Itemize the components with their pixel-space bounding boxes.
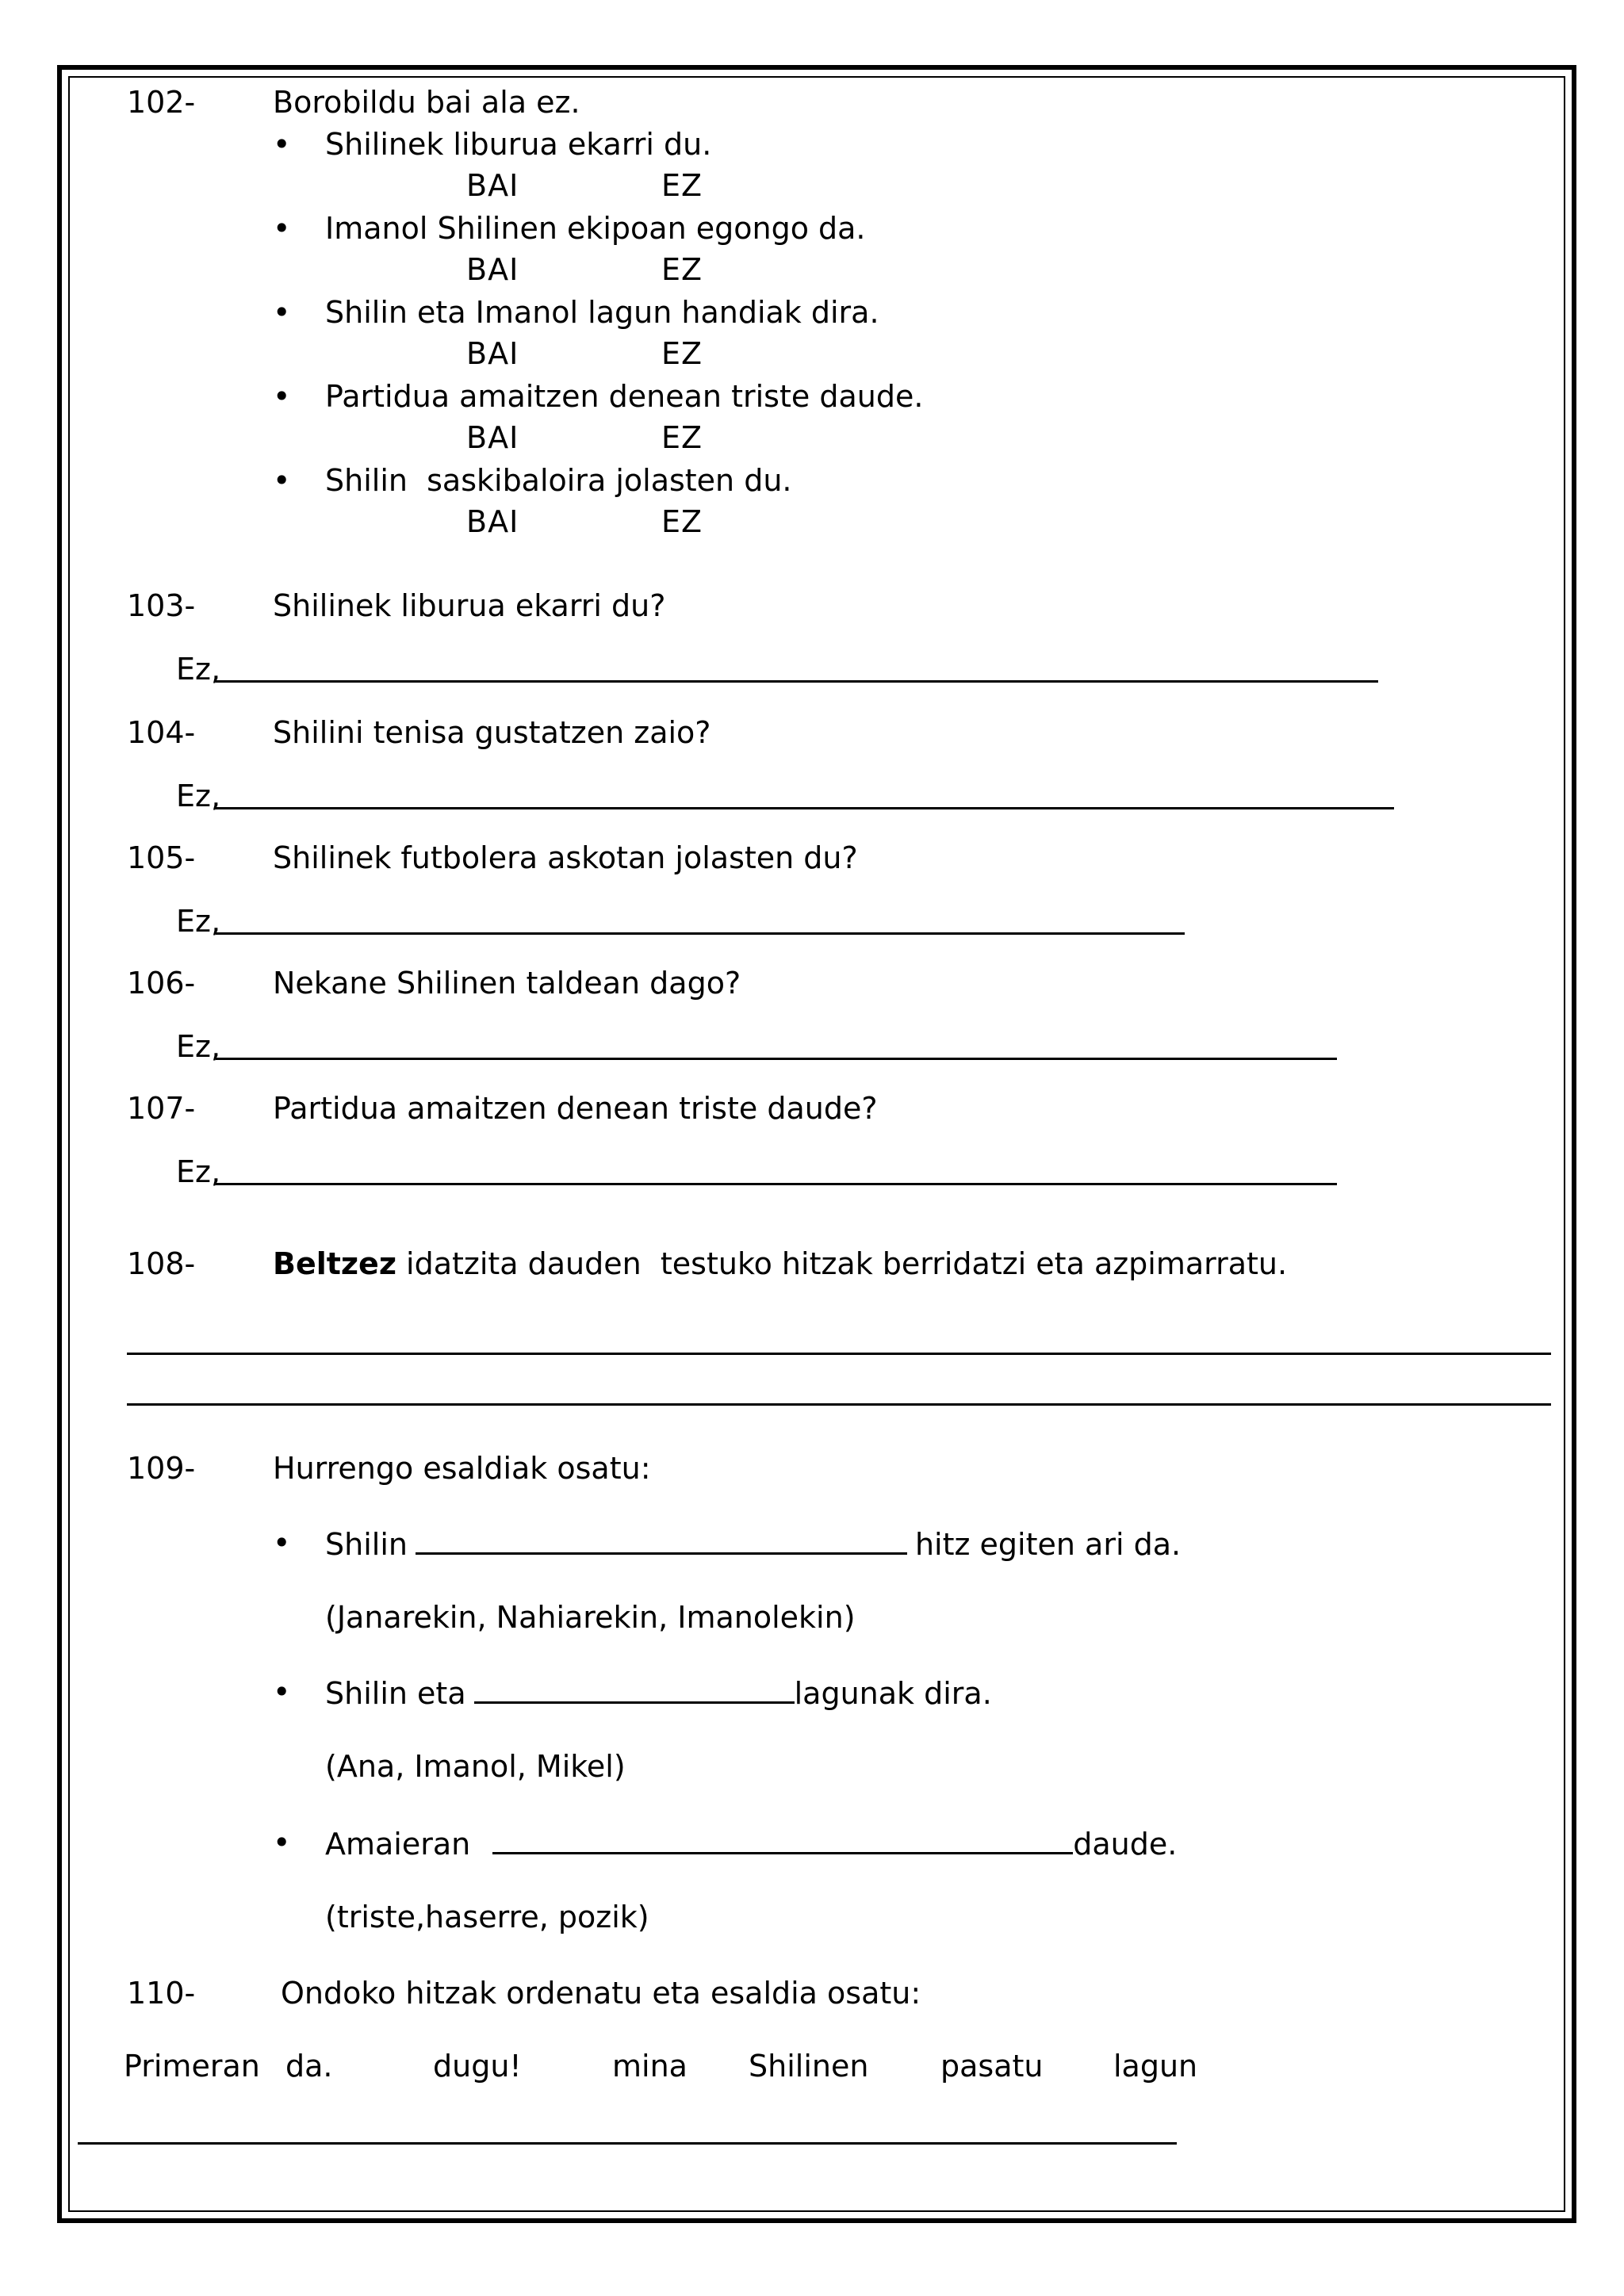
q109-item-1-after: hitz egiten ari da. (914, 1527, 1182, 1562)
q109-item-3-before: Amaieran (325, 1827, 471, 1862)
q102-prompt: Borobildu bai ala ez. (273, 85, 580, 120)
q109-item-1-options: (Janarekin, Nahiarekin, Imanolekin) (325, 1600, 856, 1635)
q110-word-1: Primeran (124, 2049, 260, 2084)
q103-answer-line[interactable] (216, 680, 1378, 683)
q104-number: 104- (127, 715, 196, 750)
q102-yes-5[interactable]: BAI (466, 504, 519, 539)
q102-item-2: • Imanol Shilinen ekipoan egongo da. (325, 209, 866, 247)
q102-no-5[interactable]: EZ (661, 504, 703, 539)
q110-answer-line[interactable] (78, 2142, 1177, 2145)
q109-item-2-before: Shilin eta (325, 1676, 466, 1711)
q108-bold-word: Beltzez (273, 1246, 396, 1281)
q102-yes-1[interactable]: BAI (466, 168, 519, 203)
q102-no-3[interactable]: EZ (661, 336, 703, 371)
q109-item-3 (325, 1823, 1177, 1863)
q110-prompt: Ondoko hitzak ordenatu eta esaldia osatu: (281, 1976, 921, 2011)
q107-answer-prefix: Ez, (176, 1154, 221, 1189)
q105-answer-prefix: Ez, (176, 904, 221, 939)
q102-no-4[interactable]: EZ (661, 420, 703, 455)
q102-item-4: • Partidua amaitzen denean triste daude. (325, 377, 923, 415)
q103-text: Shilinek liburua ekarri du? (273, 588, 666, 623)
q109-item-1 (325, 1524, 1181, 1563)
q106-text: Nekane Shilinen taldean dago? (273, 966, 741, 1001)
q102-yes-4[interactable]: BAI (466, 420, 519, 455)
q102-yes-3[interactable]: BAI (466, 336, 519, 371)
q109-item-3-after: daude. (1073, 1827, 1178, 1862)
q102-item-3: • Shilin eta Imanol lagun handiak dira. (325, 293, 879, 331)
q109-item-2-after: lagunak dira. (794, 1676, 992, 1711)
q109-item-2-blank[interactable] (474, 1673, 795, 1704)
q110-word-7: lagun (1113, 2049, 1198, 2084)
q107-answer-line[interactable] (216, 1183, 1337, 1185)
q108-answer-line-2[interactable] (127, 1403, 1551, 1406)
q103-number: 103- (127, 588, 196, 623)
q104-text: Shilini tenisa gustatzen zaio? (273, 715, 711, 750)
q107-text: Partidua amaitzen denean triste daude? (273, 1091, 878, 1126)
q109-item-2 (325, 1673, 992, 1712)
q108-rest: idatzita dauden testuko hitzak berridatzi eta azpimarratu. (396, 1246, 1288, 1281)
q105-text: Shilinek futbolera askotan jolasten du? (273, 840, 858, 875)
q109-item-2-options: (Ana, Imanol, Mikel) (325, 1749, 626, 1784)
q102-item-1: • Shilinek liburua ekarri du. (325, 125, 711, 163)
q110-word-2: da. (285, 2049, 333, 2084)
q102-no-2[interactable]: EZ (661, 252, 703, 287)
q103-answer-prefix: Ez, (176, 652, 221, 687)
q102-no-1[interactable]: EZ (661, 168, 703, 203)
q104-answer-line[interactable] (216, 807, 1394, 809)
q110-word-5: Shilinen (749, 2049, 869, 2084)
q104-answer-prefix: Ez, (176, 779, 221, 813)
q110-word-3: dugu! (433, 2049, 522, 2084)
q108-answer-line-1[interactable] (127, 1353, 1551, 1355)
q109-item-3-blank[interactable] (492, 1823, 1073, 1854)
q108-number: 108- (127, 1246, 196, 1281)
q109-prompt: Hurrengo esaldiak osatu: (273, 1451, 651, 1486)
q102-yes-2[interactable]: BAI (466, 252, 519, 287)
q109-item-1-blank[interactable] (416, 1524, 907, 1555)
q109-number: 109- (127, 1451, 196, 1486)
q102-number: 102- (127, 85, 196, 120)
q110-word-6: pasatu (940, 2049, 1044, 2084)
q105-answer-line[interactable] (216, 932, 1185, 935)
q108-instruction (273, 1245, 1287, 1283)
q109-item-1-before: Shilin (325, 1527, 408, 1562)
q110-number: 110- (127, 1976, 196, 2011)
q109-item-3-options: (triste,haserre, pozik) (325, 1900, 649, 1934)
q106-number: 106- (127, 966, 196, 1001)
q102-item-5: • Shilin saskibaloira jolasten du. (325, 461, 792, 499)
q105-number: 105- (127, 840, 196, 875)
q107-number: 107- (127, 1091, 196, 1126)
q106-answer-line[interactable] (216, 1058, 1337, 1060)
q110-word-4: mina (612, 2049, 688, 2084)
q106-answer-prefix: Ez, (176, 1029, 221, 1064)
